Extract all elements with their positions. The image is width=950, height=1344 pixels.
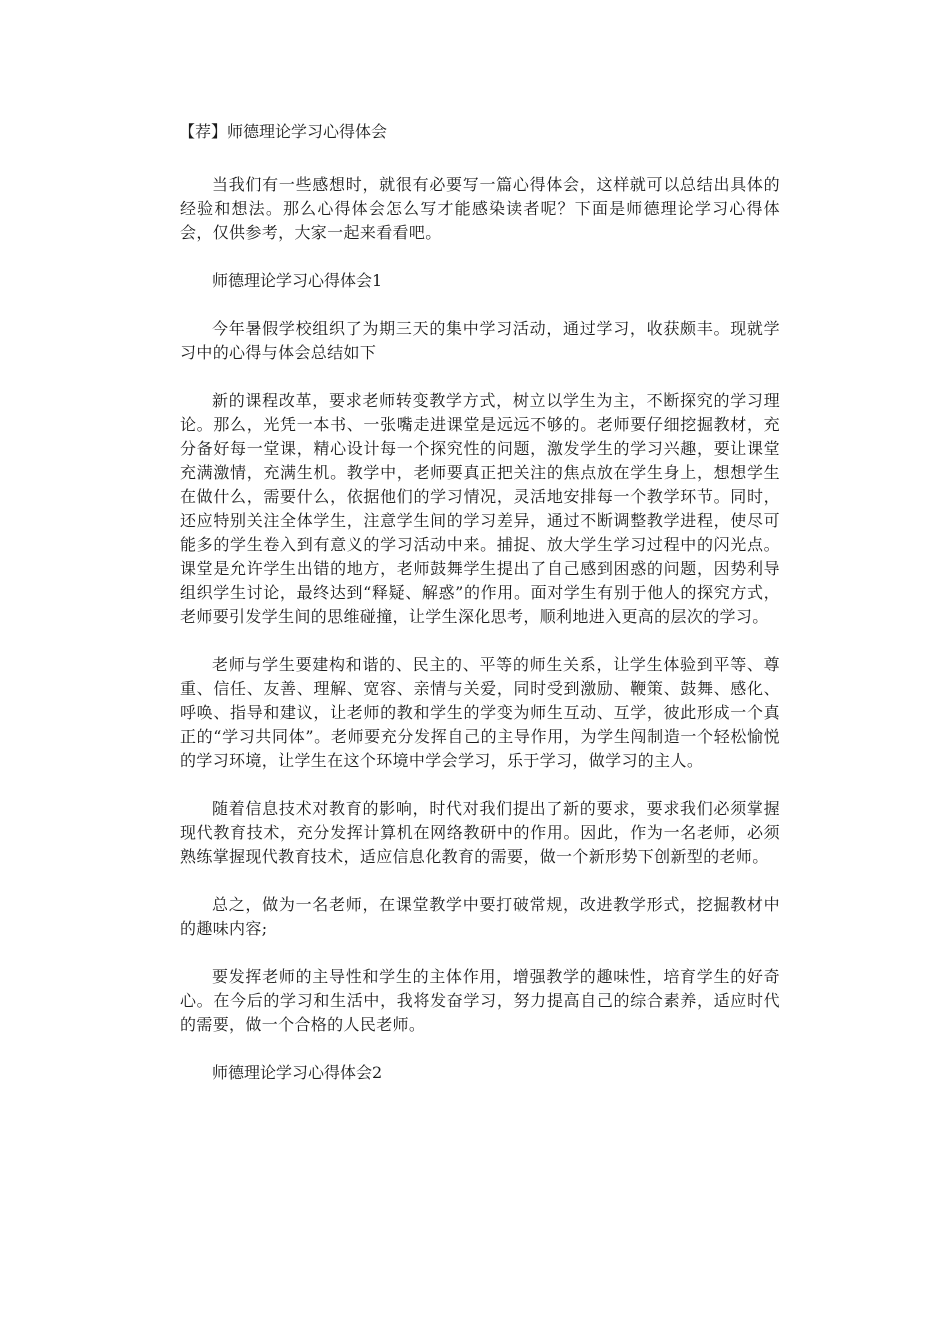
body-paragraph: 总之，做为一名老师，在课堂教学中要打破常规，改进教学形式，挖掘教材中的趣味内容; [180, 895, 780, 938]
body-paragraph: 老师与学生要建构和谐的、民主的、平等的师生关系，让学生体验到平等、尊重、信任、友善、理解、宽容、亲情与关爱，同时受到激励、鞭策、鼓舞、感化、呼唤、指导和建议，让老师的教和学生的学变为师生互动、互学，彼此形成一个真正的“学习共同体”。老师要充分发挥自己的主导作用，为学生闯制造一个轻松愉悦的学习环境，让学生在这个环境中学会学习，乐于学习，做学习的主人。 [180, 655, 780, 770]
section-heading-1: 师德理论学习心得体会1 [212, 271, 383, 290]
document-page [180, 120, 780, 1109]
document-title: 【荐】师德理论学习心得体会 [179, 122, 388, 141]
intro-paragraph: 当我们有一些感想时，就很有必要写一篇心得体会，这样就可以总结出具体的经验和想法。那么心得体会怎么写才能感染读者呢？下面是师德理论学习心得体会，仅供参考，大家一起来看看吧。 [180, 175, 780, 242]
section-heading-2: 师德理论学习心得体会2 [212, 1063, 383, 1082]
body-paragraph: 今年暑假学校组织了为期三天的集中学习活动，通过学习，收获颇丰。现就学习中的心得与体会总结如下 [180, 319, 780, 362]
body-paragraph: 要发挥老师的主导性和学生的主体作用，增强教学的趣味性，培育学生的好奇心。在今后的学习和生活中，我将发奋学习，努力提高自己的综合素养，适应时代的需要，做一个合格的人民老师。 [180, 967, 780, 1034]
body-paragraph: 新的课程改革，要求老师转变教学方式，树立以学生为主，不断探究的学习理论。那么，光凭一本书、一张嘴走进课堂是远远不够的。老师要仔细挖掘教材，充分备好每一堂课，精心设计每一个探究性的问题，激发学生的学习兴趣，要让课堂充满激情，充满生机。教学中，老师要真正把关注的焦点放在学生身上，想想学生在做什么，需要什么，依据他们的学习情况，灵活地安排每一个教学环节。同时，还应特别关注全体学生，注意学生间的学习差异，通过不断调整教学进程，使尽可能多的学生卷入到有意义的学习活动中来。捕捉、放大学生学习过程中的闪光点。课堂是允许学生出错的地方，老师鼓舞学生提出了自己感到困惑的问题，因势利导组织学生讨论，最终达到“释疑、解惑”的作用。面对学生有别于他人的探究方式，老师要引发学生间的思维碰撞，让学生深化思考，顺利地进入更高的层次的学习。 [180, 391, 780, 626]
body-paragraph: 随着信息技术对教育的影响，时代对我们提出了新的要求，要求我们必须掌握现代教育技术，充分发挥计算机在网络教研中的作用。因此，作为一名老师，必须熟练掌握现代教育技术，适应信息化教育的需要，做一个新形势下创新型的老师。 [180, 799, 780, 866]
